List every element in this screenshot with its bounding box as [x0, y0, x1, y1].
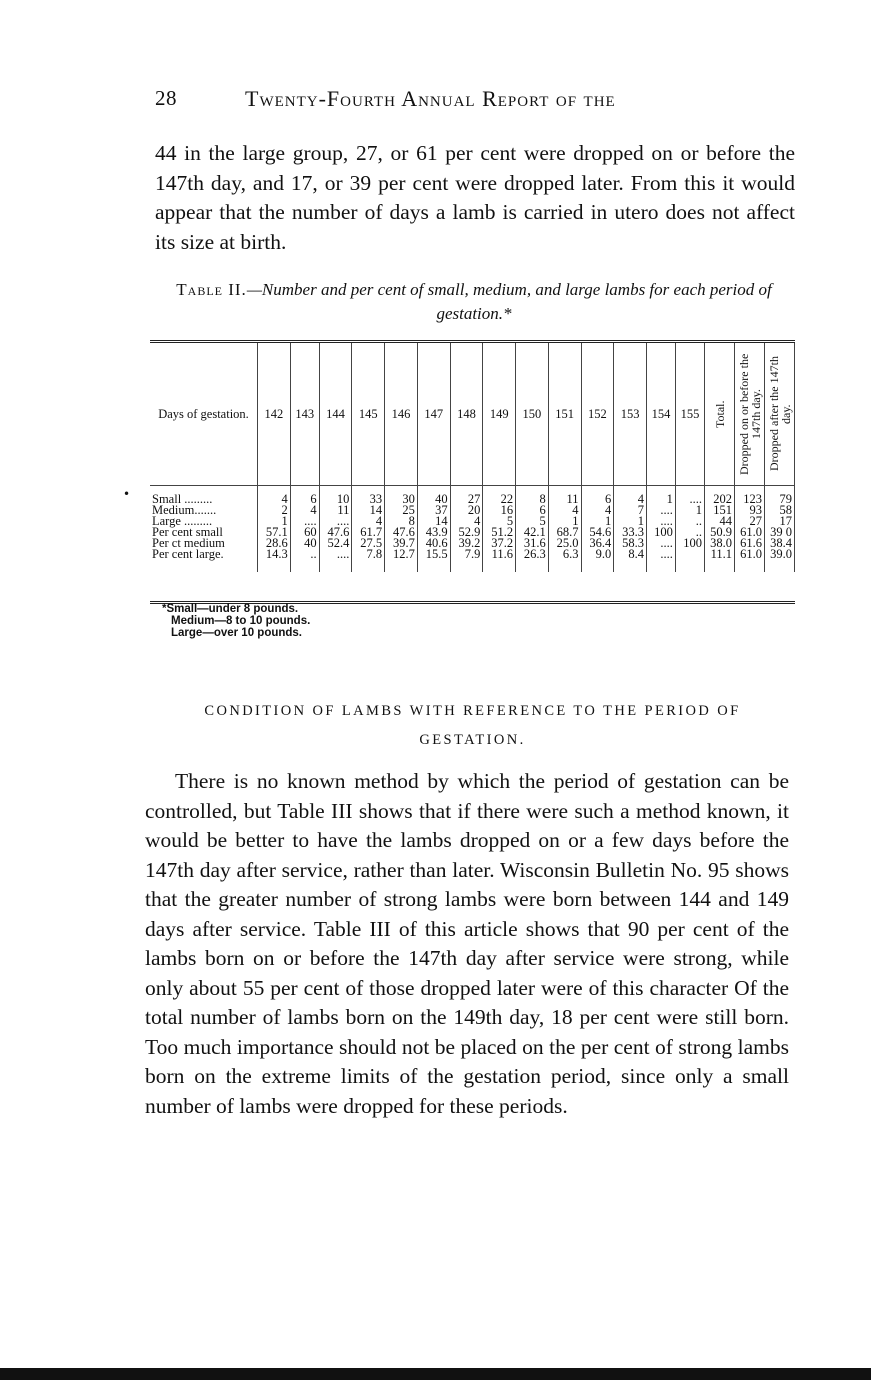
footnote-small: *Small—under 8 pounds. [162, 603, 299, 615]
table-cell: 16 [483, 505, 516, 516]
table-cell: 6 [516, 505, 549, 516]
table-cell: 9.0 [581, 549, 614, 572]
table-cell: 52.9 [450, 527, 483, 538]
table-cell: 202 [705, 486, 735, 506]
row-label: Per cent large. [150, 549, 258, 572]
paragraph-1: 44 in the large group, 27, or 61 per cent were dropped on or before the 147th day, and 17, or 39 per cent were dropped later. From this it would appear that the number of days a lamb is carried in utero does not affect its size at birth. [155, 141, 795, 254]
day-header-148: 148 [450, 343, 483, 486]
table-cell: 14 [417, 516, 450, 527]
table-cell: 57.1 [258, 527, 291, 538]
paragraph-2: There is no known method by which the period of gestation can be controlled, but Table III shows that if there were such a method known, it would be better to have the lambs dropped on or a few days before the 147th day after service, rather than later. Wisconsin Bulletin No. 95 shows that the greater number of strong lambs were born between 144 and 149 days after service. Table III of this article shows that 90 per cent of the lambs born on or before the 147th day after service were strong, while only about 55 per cent of those dropped later were of this character Of the total number of lambs born on the 149th day, 18 per cent were still born. Too much importance should not be placed on the per cent of strong lambs born on the extreme limits of the gestation period, since only a small number of lambs were dropped for these periods. [145, 769, 789, 1118]
table-cell: 39.2 [450, 538, 483, 549]
day-header-151: 151 [548, 343, 581, 486]
table-cell: 4 [614, 486, 647, 506]
day-header-149: 149 [483, 343, 516, 486]
table-cell: 20 [450, 505, 483, 516]
table-cell: 14.3 [258, 549, 291, 572]
table-cell: 38.0 [705, 538, 735, 549]
table-cell: 28.6 [258, 538, 291, 549]
table-cell: 43.9 [417, 527, 450, 538]
table-cell: 4 [352, 516, 385, 527]
table-cell: 93 [735, 505, 765, 516]
table-cell: 1 [258, 516, 291, 527]
table-cell: 61.0 [735, 527, 765, 538]
table-cell: .... [319, 549, 352, 572]
table-caption-text: —Number and per cent of small, medium, and large lambs for each period of gestation.* [246, 280, 772, 323]
table-cell: 40.6 [417, 538, 450, 549]
table-cell: .. [675, 527, 704, 538]
table-cell: 4 [581, 505, 614, 516]
table-caption [150, 278, 798, 326]
day-header-154: 154 [647, 343, 676, 486]
running-title: Twenty-Fourth Annual Report of the [245, 86, 616, 111]
table-cell: 39.7 [385, 538, 418, 549]
table-cell: 26.3 [516, 549, 549, 572]
table-cell: 123 [735, 486, 765, 506]
margin-dot: • [123, 487, 131, 501]
table-cell: 6 [290, 486, 319, 506]
day-header-155: 155 [675, 343, 704, 486]
table-cell: .... [647, 538, 676, 549]
table-cell: 22 [483, 486, 516, 506]
footnote-medium: Medium—8 to 10 pounds. [171, 615, 311, 627]
table-cell: 54.6 [581, 527, 614, 538]
table-cell: .... [647, 505, 676, 516]
table-cell: .... [319, 516, 352, 527]
day-header-142: 142 [258, 343, 291, 486]
table-cell: 5 [483, 516, 516, 527]
row-label: Medium....... [150, 505, 258, 516]
table-cell: 1 [581, 516, 614, 527]
table-cell: 38.4 [765, 538, 795, 549]
table-cell: 27 [450, 486, 483, 506]
table-cell: 10 [319, 486, 352, 506]
table-cell: 58.3 [614, 538, 647, 549]
table-cell: 151 [705, 505, 735, 516]
table-cell: 61.6 [735, 538, 765, 549]
table-caption-label: Table II. [176, 280, 247, 299]
table-cell: .... [290, 516, 319, 527]
table-cell: 25.0 [548, 538, 581, 549]
table-cell: 100 [675, 538, 704, 549]
table-row [150, 549, 795, 572]
footnote-large: Large—over 10 pounds. [171, 627, 303, 639]
table-cell: .... [675, 486, 704, 506]
table-cell: 4 [258, 486, 291, 506]
table-body [150, 486, 795, 573]
table-cell: 27 [735, 516, 765, 527]
summary-header-1 [735, 343, 765, 486]
row-label: Large ......... [150, 516, 258, 527]
table-cell: 6 [581, 486, 614, 506]
table-cell: 58 [765, 505, 795, 516]
table-cell: 27.5 [352, 538, 385, 549]
table-cell: 2 [258, 505, 291, 516]
table-cell: 8 [385, 516, 418, 527]
gestation-data-table [150, 343, 795, 572]
page-number: 28 [155, 86, 177, 110]
day-header-144: 144 [319, 343, 352, 486]
table-cell: 11 [548, 486, 581, 506]
table-cell: 1 [614, 516, 647, 527]
table-cell: 5 [516, 516, 549, 527]
scan-edge-bar [0, 1368, 871, 1380]
table-cell: 61.7 [352, 527, 385, 538]
table-cell: .. [290, 549, 319, 572]
table-cell: 36.4 [581, 538, 614, 549]
table-cell: 33 [352, 486, 385, 506]
table-cell: 33.3 [614, 527, 647, 538]
table-cell: 52.4 [319, 538, 352, 549]
section-heading: CONDITION OF LAMBS WITH REFERENCE TO THE PERIOD OF GESTATION. [204, 703, 741, 748]
table-cell: 1 [647, 486, 676, 506]
table-cell: 61.0 [735, 549, 765, 572]
stub-header: Days of gestation. [150, 343, 258, 486]
table-cell: 51.2 [483, 527, 516, 538]
summary-header-text: Dropped after the 147th day. [766, 356, 793, 472]
table-cell: .. [675, 516, 704, 527]
table-header-row [150, 343, 795, 486]
table-cell: .... [647, 549, 676, 572]
summary-header-0 [705, 343, 735, 486]
summary-header-2 [765, 343, 795, 486]
row-label: Per ct medium [150, 538, 258, 549]
table-cell: 11.1 [705, 549, 735, 572]
row-label: Small ......... [150, 486, 258, 506]
table-cell: 1 [548, 516, 581, 527]
table-cell: 47.6 [385, 527, 418, 538]
table-cell: 31.6 [516, 538, 549, 549]
table-cell: 4 [548, 505, 581, 516]
table-cell: 1 [675, 505, 704, 516]
table-cell: 7.8 [352, 549, 385, 572]
table-footnote [162, 603, 462, 639]
day-header-150: 150 [516, 343, 549, 486]
day-header-145: 145 [352, 343, 385, 486]
table-cell: 7.9 [450, 549, 483, 572]
day-header-143: 143 [290, 343, 319, 486]
table-cell: 15.5 [417, 549, 450, 572]
day-header-147: 147 [417, 343, 450, 486]
table-cell: 79 [765, 486, 795, 506]
table-cell: 11.6 [483, 549, 516, 572]
table-cell: 40 [290, 538, 319, 549]
table-cell [675, 549, 704, 572]
table-cell: 68.7 [548, 527, 581, 538]
table-cell: 37.2 [483, 538, 516, 549]
table-cell: 44 [705, 516, 735, 527]
table-cell: 39 0 [765, 527, 795, 538]
table-cell: 8 [516, 486, 549, 506]
row-label: Per cent small [150, 527, 258, 538]
table-cell: 37 [417, 505, 450, 516]
table-cell: 12.7 [385, 549, 418, 572]
table-cell: 30 [385, 486, 418, 506]
table-cell: 8.4 [614, 549, 647, 572]
table-cell: 7 [614, 505, 647, 516]
table-cell: 39.0 [765, 549, 795, 572]
table-cell: 60 [290, 527, 319, 538]
table-cell: 14 [352, 505, 385, 516]
summary-header-text: Total. [712, 400, 727, 428]
gestation-table [150, 340, 795, 604]
day-header-146: 146 [385, 343, 418, 486]
table-cell: .... [647, 516, 676, 527]
table-cell: 50.9 [705, 527, 735, 538]
day-header-152: 152 [581, 343, 614, 486]
summary-header-text: Dropped on or before the 147th day. [736, 353, 763, 475]
table-cell: 17 [765, 516, 795, 527]
table-cell: 4 [450, 516, 483, 527]
table-cell: 40 [417, 486, 450, 506]
table-cell: 47.6 [319, 527, 352, 538]
table-cell: 6.3 [548, 549, 581, 572]
table-cell: 25 [385, 505, 418, 516]
table-cell: 11 [319, 505, 352, 516]
table-cell: 42.1 [516, 527, 549, 538]
table-cell: 100 [647, 527, 676, 538]
day-header-153: 153 [614, 343, 647, 486]
table-cell: 4 [290, 505, 319, 516]
